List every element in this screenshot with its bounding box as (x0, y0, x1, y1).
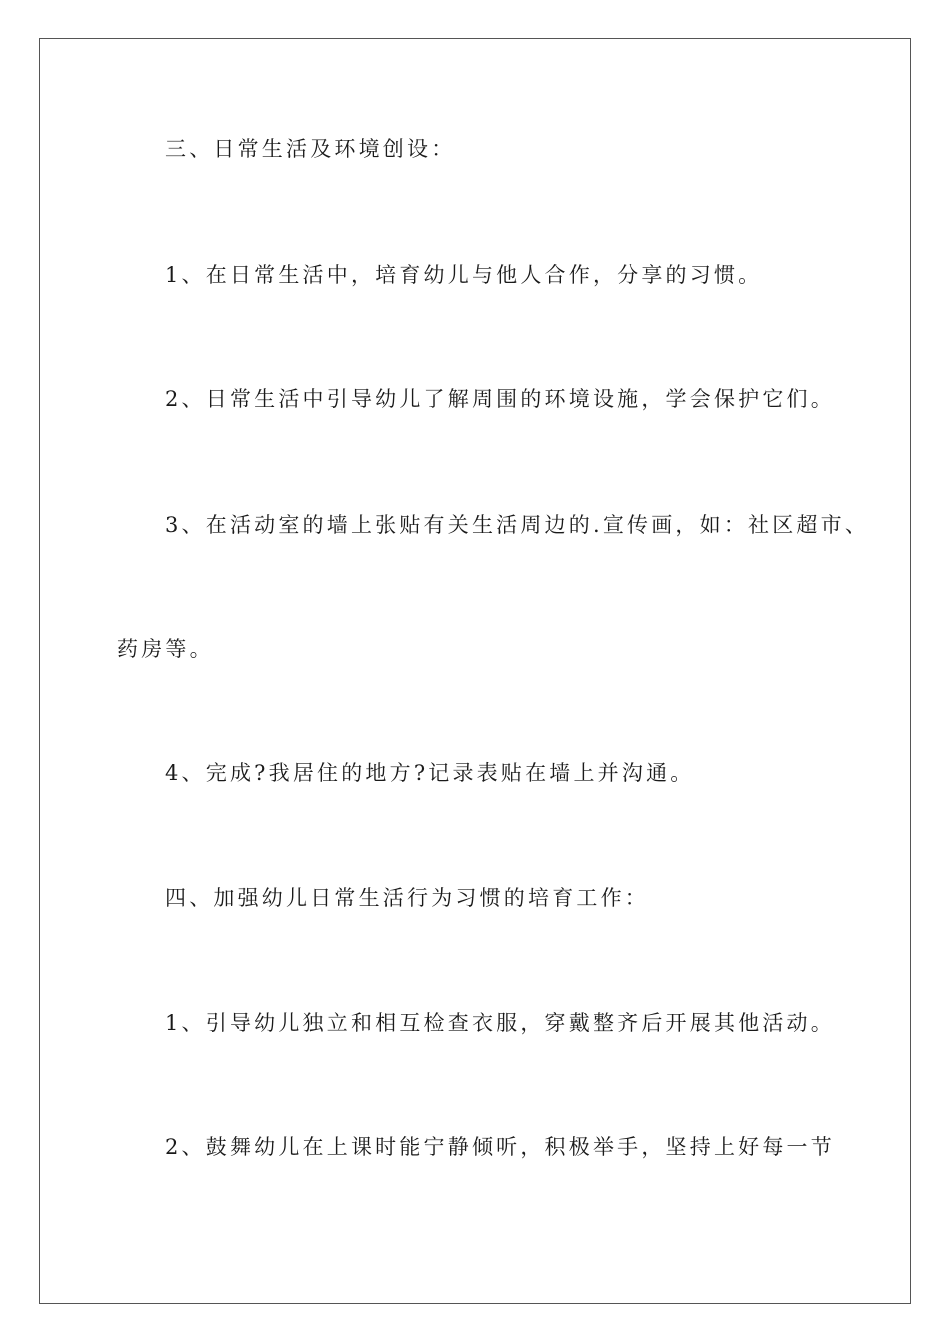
paragraph-line: 2、日常生活中引导幼儿了解周围的环境设施，学会保护它们。 (165, 387, 835, 411)
section-heading-3: 三、日常生活及环境创设： (165, 137, 456, 161)
page-frame (39, 38, 911, 1304)
paragraph-line-continuation: 药房等。 (117, 637, 214, 661)
paragraph-line: 3、在活动室的墙上张贴有关生活周边的.宣传画，如：社区超市、 (165, 513, 870, 537)
section-heading-4: 四、加强幼儿日常生活行为习惯的培育工作： (165, 886, 649, 910)
paragraph-line: 1、在日常生活中，培育幼儿与他人合作，分享的习惯。 (165, 263, 763, 287)
paragraph-line: 4、完成?我居住的地方?记录表贴在墙上并沟通。 (165, 761, 695, 785)
paragraph-line: 2、鼓舞幼儿在上课时能宁静倾听，积极举手，坚持上好每一节 (165, 1135, 835, 1159)
paragraph-line: 1、引导幼儿独立和相互检查衣服，穿戴整齐后开展其他活动。 (165, 1011, 835, 1035)
